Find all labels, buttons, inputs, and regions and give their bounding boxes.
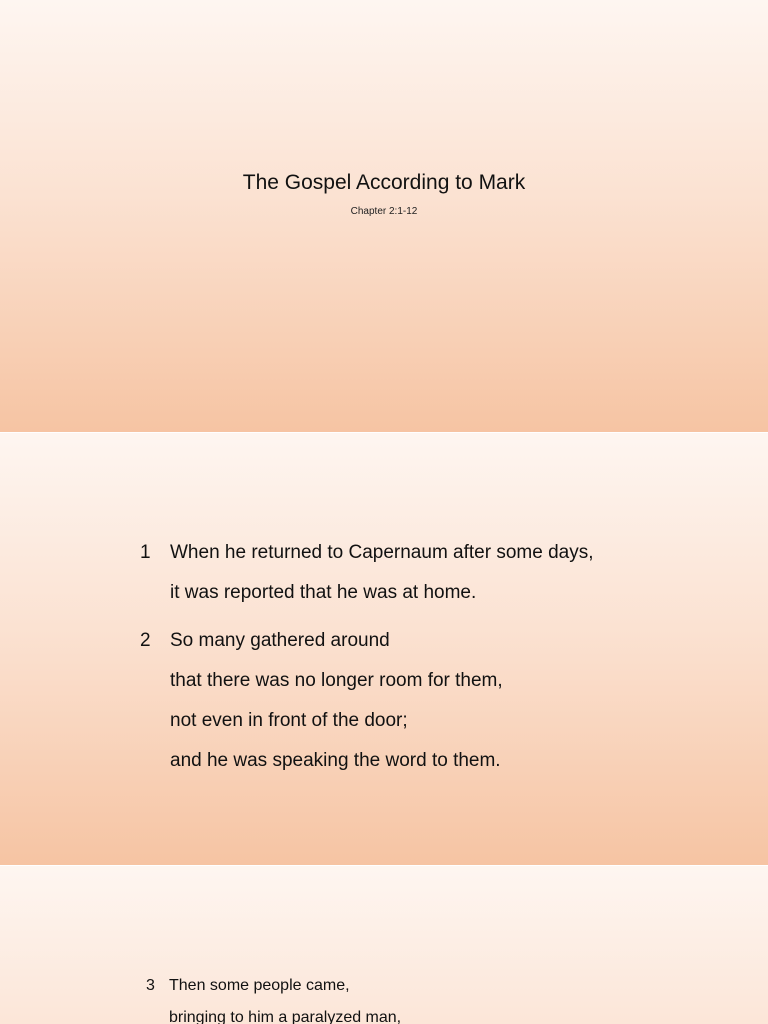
verse-line: So many gathered around bbox=[170, 630, 390, 651]
verse-line: that there was no longer room for them, bbox=[170, 670, 503, 691]
verse-line: it was reported that he was at home. bbox=[170, 582, 477, 603]
verse-number: 1 bbox=[140, 542, 151, 563]
verse-line: Then some people came, bbox=[169, 977, 350, 994]
slide-verse-3 bbox=[0, 866, 768, 1024]
verse-3 bbox=[146, 970, 401, 1024]
verse-number: 3 bbox=[146, 977, 155, 994]
verse-number: 2 bbox=[140, 630, 151, 651]
verse-line: and he was speaking the word to them. bbox=[170, 750, 501, 771]
slide-title-heading: The Gospel According to Mark bbox=[242, 171, 526, 194]
slide-title-subtitle: Chapter 2:1-12 bbox=[350, 206, 418, 217]
verse-line: bringing to him a paralyzed man, bbox=[169, 1009, 402, 1024]
slide-verses-1-2 bbox=[0, 433, 768, 865]
verse-line: not even in front of the door; bbox=[170, 710, 408, 731]
verse-1 bbox=[140, 533, 594, 613]
slide-title bbox=[0, 0, 768, 432]
verse-2 bbox=[140, 621, 503, 781]
verse-line: When he returned to Capernaum after some days, bbox=[170, 542, 594, 563]
